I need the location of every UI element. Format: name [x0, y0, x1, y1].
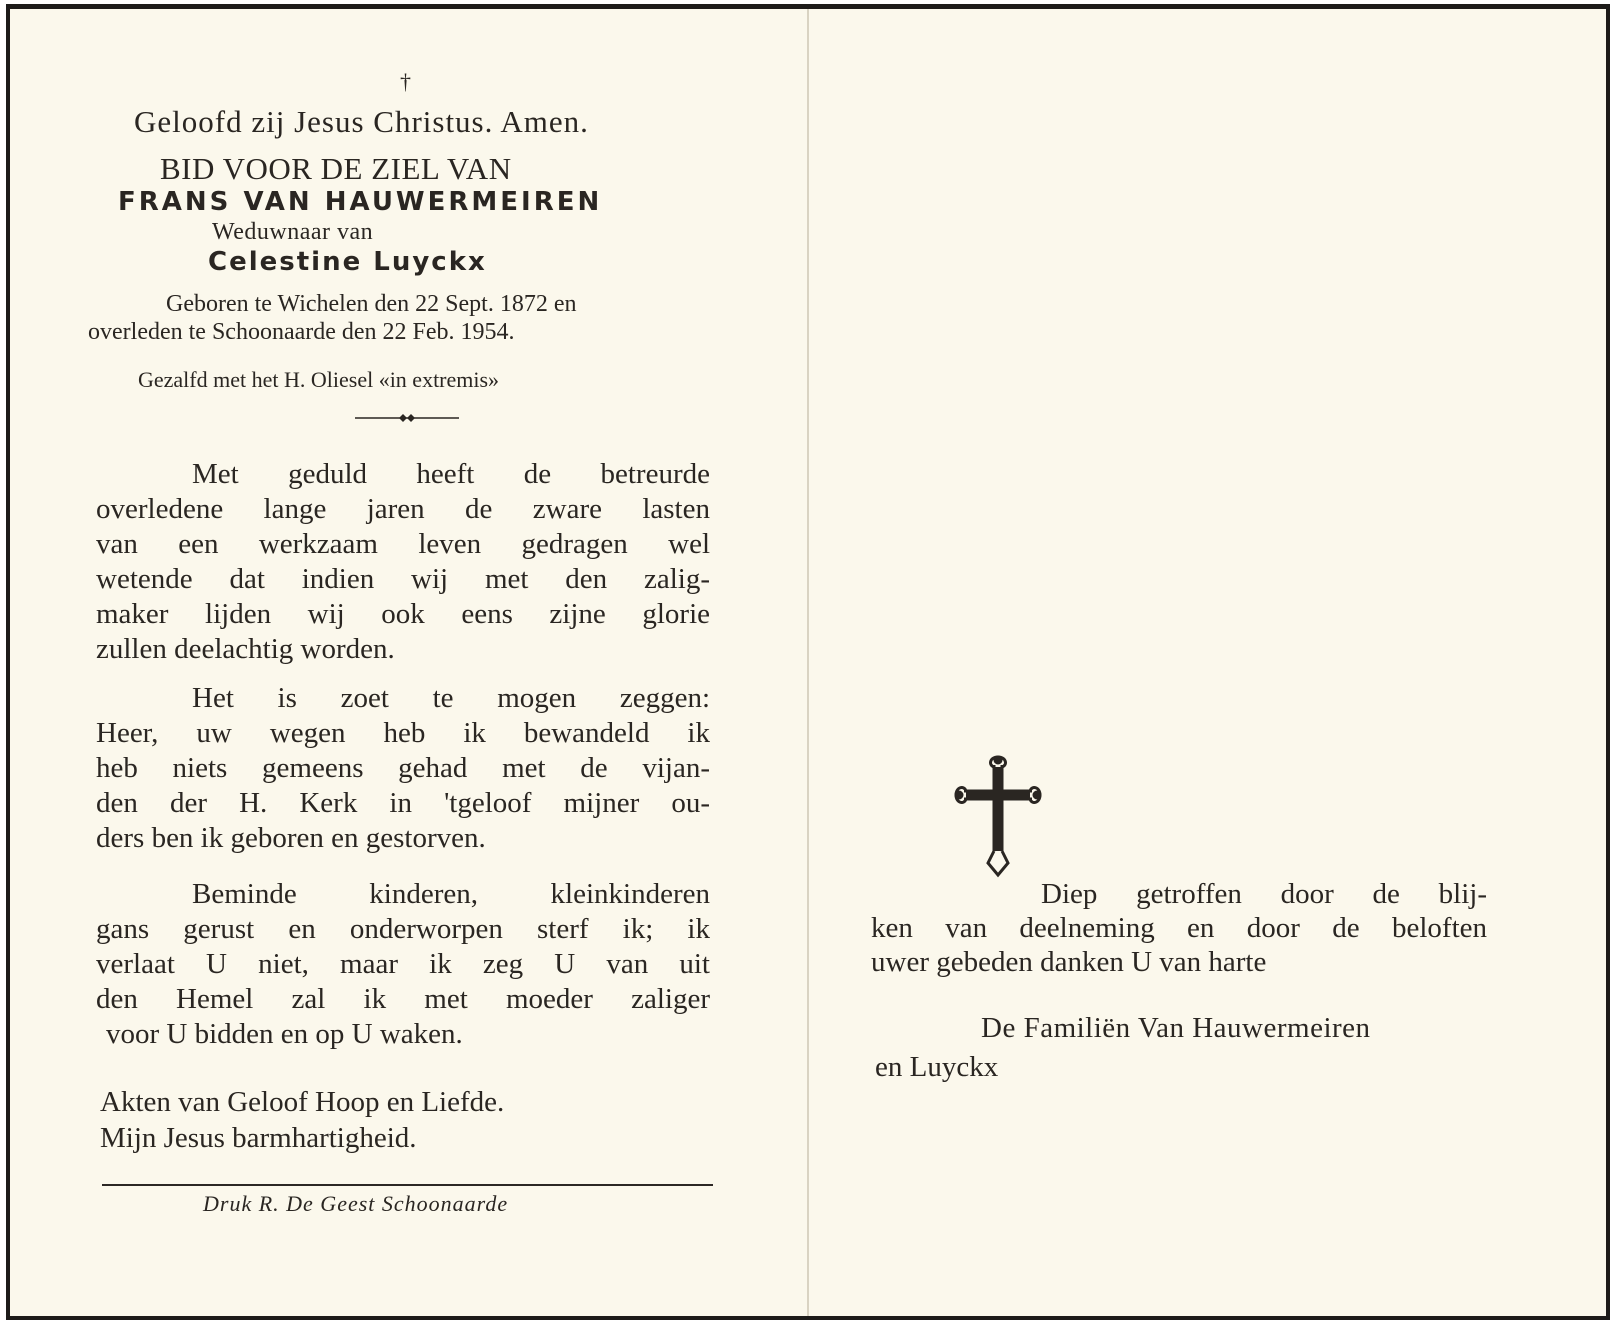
- bottom-rule: [102, 1184, 713, 1186]
- praise-line: Geloofd zij Jesus Christus. Amen.: [134, 104, 589, 139]
- text-line: Beminde kinderen, kleinkinderen: [192, 878, 710, 910]
- text-line: ders ben ik geboren en gestorven.: [96, 822, 486, 854]
- text-line: Het is zoet te mogen zeggen:: [192, 682, 710, 714]
- text-line: den Hemel zal ik met moeder zaliger: [96, 983, 710, 1015]
- death-line: overleden te Schoonaarde den 22 Feb. 1954.: [88, 319, 515, 345]
- text-line: Diep getroffen door de blij-: [1041, 878, 1487, 910]
- text-line: van een werkzaam leven gedragen wel: [96, 528, 710, 560]
- memorial-card: [6, 4, 1610, 1320]
- text-line: heb niets gemeens gehad met de vijan-: [96, 752, 710, 784]
- text-line: verlaat U niet, maar ik zeg U van uit: [96, 948, 710, 980]
- text-line: maker lijden wij ook eens zijne glorie: [96, 598, 710, 630]
- spouse-name: Celestine Luyckx: [208, 247, 487, 277]
- family-signature: De Familiën Van Hauwermeiren: [981, 1012, 1371, 1044]
- acts-block: [100, 1084, 504, 1156]
- left-panel: [10, 9, 807, 1316]
- paragraph-patience: [96, 457, 710, 667]
- anointed-line: Gezalfd met het H. Oliesel «in extremis»: [138, 367, 500, 392]
- paragraph-children: [96, 877, 710, 1052]
- divider-ornament: [355, 409, 459, 427]
- text-line: gans gerust en onderworpen sterf ik; ik: [96, 913, 710, 945]
- birth-line: Geboren te Wichelen den 22 Sept. 1872 en: [166, 291, 577, 317]
- widower-of-label: Weduwnaar van: [212, 219, 374, 245]
- text-line: voor U bidden en op U waken.: [106, 1018, 463, 1050]
- text-line: Met geduld heeft de betreurde: [192, 458, 710, 490]
- text-line: Heer, uw wegen heb ik bewandeld ik: [96, 717, 710, 749]
- small-cross-mark: †: [400, 69, 411, 94]
- thanks-paragraph: [871, 877, 1487, 979]
- text-line: uwer gebeden danken U van harte: [871, 946, 1267, 978]
- right-panel: [809, 9, 1606, 1316]
- paragraph-sweet: [96, 681, 710, 856]
- prayer-heading: BID VOOR DE ZIEL VAN: [160, 151, 512, 186]
- mercy-line: Mijn Jesus barmhartigheid.: [100, 1122, 417, 1154]
- cross-icon: [952, 755, 1044, 879]
- printer-credit: Druk R. De Geest Schoonaarde: [203, 1191, 509, 1216]
- family-signature-continued: en Luyckx: [875, 1051, 999, 1083]
- text-line: ken van deelneming en door de beloften: [871, 912, 1487, 944]
- deceased-name: FRANS VAN HAUWERMEIREN: [118, 187, 603, 217]
- acts-line: Akten van Geloof Hoop en Liefde.: [100, 1086, 505, 1118]
- text-line: overledene lange jaren de zware lasten: [96, 493, 710, 525]
- text-line: den der H. Kerk in 'tgeloof mijner ou-: [96, 787, 710, 819]
- text-line: zullen deelachtig worden.: [96, 633, 395, 665]
- text-line: wetende dat indien wij met den zalig-: [96, 563, 710, 595]
